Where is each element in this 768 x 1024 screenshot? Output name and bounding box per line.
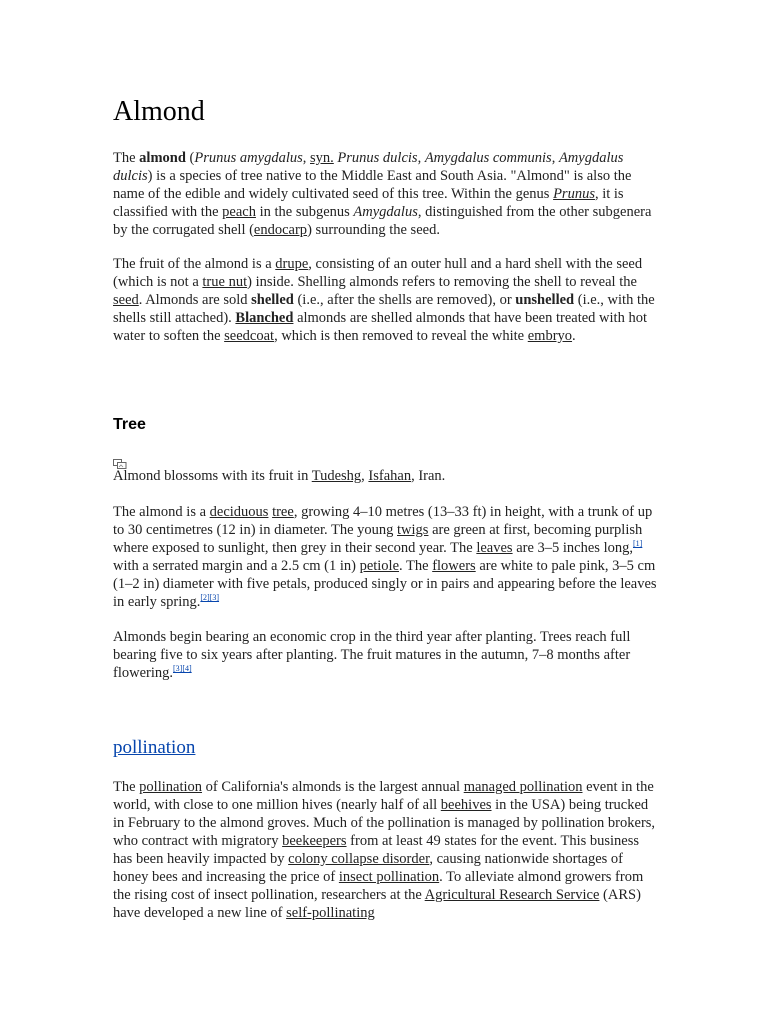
- link-petiole[interactable]: petiole: [359, 558, 400, 574]
- link-pollination[interactable]: pollination: [139, 779, 203, 795]
- link-isfahan[interactable]: Isfahan: [368, 468, 412, 484]
- citation-link-2-3[interactable]: [2][3]: [200, 593, 220, 602]
- link-syn[interactable]: syn.: [310, 150, 334, 166]
- link-insect-pollination[interactable]: insect pollination: [338, 869, 440, 885]
- link-leaves[interactable]: leaves: [476, 540, 513, 556]
- image-caption: Almond blossoms with its fruit in Tudeshg, Isfahan, Iran.: [113, 468, 446, 484]
- link-flowers[interactable]: flowers: [432, 558, 476, 574]
- link-managed-pollination[interactable]: managed pollination: [463, 779, 583, 795]
- citation-ref: [633, 539, 642, 548]
- citation-ref: [173, 664, 192, 673]
- link-tudeshg[interactable]: Tudeshg: [311, 468, 362, 484]
- link-tree[interactable]: tree: [272, 504, 294, 520]
- tree-paragraph-1: The almond is a deciduous tree, growing 4–10 metres (13–33 ft) in height, with a trunk of up to 30 centimetres (12 in) in diameter. The young twigs are green at first, becoming purplish where exposed to sunlight, then grey in their second year. The leaves are 3–5 inches long,[1] with a serrated margin and a 2.5 cm (1 in) petiole. The flowers are white to pale pink, 3–5 cm (1–2 in) diameter with five petals, produced singly or in pairs and appearing before the leaves in early spring.[2][3]: [113, 504, 657, 610]
- link-pollination-heading[interactable]: pollination: [113, 737, 196, 758]
- section-heading-pollination[interactable]: [113, 737, 658, 759]
- citation-ref: [200, 593, 219, 602]
- link-blanched[interactable]: Blanched: [235, 310, 294, 326]
- link-prunus[interactable]: Prunus: [553, 186, 595, 202]
- citation-link-1[interactable]: [1]: [632, 539, 643, 548]
- almond-term: almond: [139, 150, 186, 166]
- link-true-nut[interactable]: true nut: [202, 274, 248, 290]
- intro-paragraph: The almond (Prunus amygdalus, syn. Prunus dulcis, Amygdalus communis, Amygdalus dulcis) is a species of tree native to the Middle East and South Asia. "Almond" is also the name of the edible and widely cultivated seed of this tree. Within the genus Prunus, it is classified with the peach in the subgenus Amygdalus, distinguished from the other subgenera by the corrugated shell (endocarp) surrounding the seed.: [113, 150, 652, 238]
- tree-paragraph-2: Almonds begin bearing an economic crop in the third year after planting. Trees reach full bearing five to six years after planting. The fruit matures in the autumn, 7–8 months after flowering.[3][4]: [113, 629, 631, 681]
- link-drupe[interactable]: drupe: [275, 256, 309, 272]
- link-deciduous[interactable]: deciduous: [209, 504, 269, 520]
- broken-image-icon[interactable]: [113, 457, 127, 467]
- link-endocarp[interactable]: endocarp: [253, 222, 308, 238]
- link-agricultural-research-service[interactable]: Agricultural Research Service: [424, 887, 600, 903]
- citation-link-3-4[interactable]: [3][4]: [173, 664, 192, 673]
- link-embryo[interactable]: embryo: [527, 328, 573, 344]
- link-twigs[interactable]: twigs: [397, 522, 429, 538]
- link-seed[interactable]: seed: [113, 292, 139, 308]
- page-title: Almond: [113, 96, 205, 127]
- fruit-paragraph: The fruit of the almond is a drupe, consisting of an outer hull and a hard shell with the seed (which is not a true nut) inside. Shelling almonds refers to removing the shell to reveal the seed. Almonds are sold shelled (i.e., after the shells are removed), or unshelled (i.e., with the shells still attached). Blanched almonds are shelled almonds that have been treated with hot water to soften the seedcoat, which is then removed to reveal the white embryo.: [113, 256, 655, 344]
- link-peach[interactable]: peach: [222, 204, 256, 220]
- link-beehives[interactable]: beehives: [440, 797, 492, 813]
- section-heading-tree: Tree: [113, 416, 146, 433]
- link-beekeepers[interactable]: beekeepers: [282, 833, 347, 849]
- link-self-pollinating[interactable]: self-pollinating: [286, 905, 375, 921]
- link-colony-collapse-disorder[interactable]: colony collapse disorder: [288, 851, 430, 867]
- link-seedcoat[interactable]: seedcoat: [224, 328, 275, 344]
- pollination-paragraph: The pollination of California's almonds is the largest annual managed pollination event in the world, with close to one million hives (nearly half of all beehives in the USA) being trucked in February to the almond groves. Much of the pollination is managed by pollination brokers, who contract with migratory beekeepers from at least 49 states for the event. This business has been heavily impacted by colony collapse disorder, causing nationwide shortages of honey bees and increasing the price of insect pollination. To alleviate almond growers from the rising cost of insect pollination, researchers at the Agricultural Research Service (ARS) have developed a new line of self-pollinating: [113, 779, 656, 921]
